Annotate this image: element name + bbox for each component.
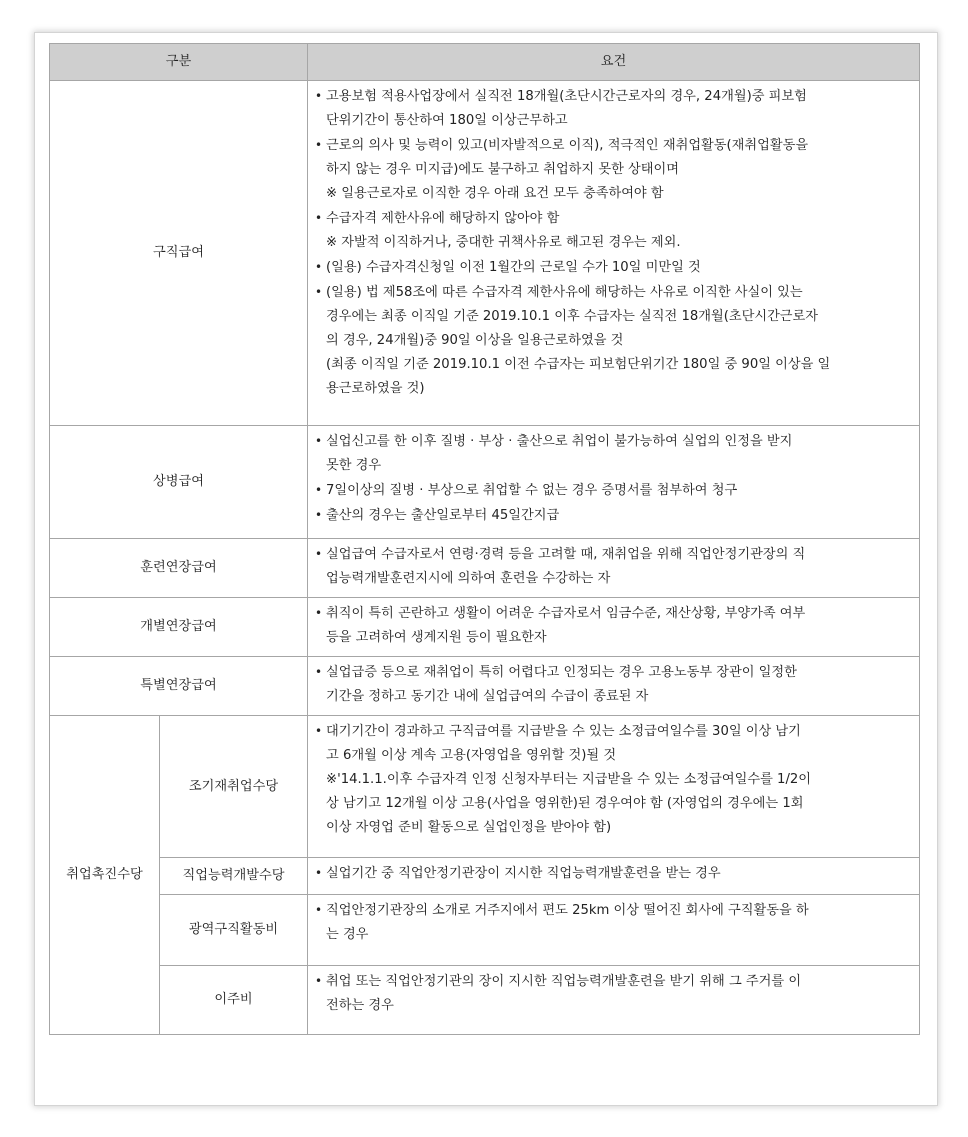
table-row-vocational-training xyxy=(50,858,920,895)
requirements-relocation xyxy=(308,966,920,1035)
row-label-vocational-training: 직업능력개발수당 xyxy=(160,858,308,895)
row-label-early-reemployment: 조기재취업수당 xyxy=(160,716,308,858)
req-line: • 수급자격 제한사유에 해당하지 않아야 함 xyxy=(315,206,911,231)
row-label-individual-extension: 개별연장급여 xyxy=(50,598,308,657)
requirements-special-extension xyxy=(308,657,920,716)
document-frame xyxy=(34,32,938,1106)
requirements-early-reemployment xyxy=(308,716,920,858)
req-line: 상 남기고 12개월 이상 고용(사업을 영위한)된 경우여야 함 (자영업의 경우에는 1회 xyxy=(326,796,804,811)
req-line: 기간을 정하고 동기간 내에 실업급여의 수급이 종료된 자 xyxy=(326,689,649,704)
table-row-early-reemployment xyxy=(50,716,920,858)
req-line: • 고용보험 적용사업장에서 실직전 18개월(초단시간근로자의 경우, 24개월)중 피보험 xyxy=(315,84,911,109)
benefit-requirements-table xyxy=(49,43,920,1035)
req-line: • 7일이상의 질병 · 부상으로 취업할 수 없는 경우 증명서를 첨부하여 청구 xyxy=(315,478,911,503)
table-row-training-extension xyxy=(50,539,920,598)
req-line: 등을 고려하여 생계지원 등이 필요한자 xyxy=(326,630,547,645)
req-line: 전하는 경우 xyxy=(326,998,394,1013)
req-line: • 취업 또는 직업안정기관의 장이 지시한 직업능력개발훈련을 받기 위해 그 주거를 이 xyxy=(315,969,911,994)
header-row xyxy=(50,44,920,81)
requirements-wide-area xyxy=(308,895,920,966)
req-line: • 실업기간 중 직업안정기관장이 지시한 직업능력개발훈련을 받는 경우 xyxy=(315,861,911,886)
req-line: 의 경우, 24개월)중 90일 이상을 일용근로하였을 것 xyxy=(326,333,624,348)
req-line: 하지 않는 경우 미지급)에도 불구하고 취업하지 못한 상태이며 xyxy=(326,162,679,177)
table-row-sickness xyxy=(50,426,920,539)
req-line: • 직업안정기관장의 소개로 거주지에서 편도 25km 이상 떨어진 회사에 구직활동을 하 xyxy=(315,898,911,923)
table-row-individual-extension xyxy=(50,598,920,657)
requirements-sickness xyxy=(308,426,920,539)
table-row-job-seeking xyxy=(50,81,920,426)
req-line: 용근로하였을 것) xyxy=(326,381,425,396)
requirements-job-seeking xyxy=(308,81,920,426)
requirements-individual-extension xyxy=(308,598,920,657)
table-row-wide-area xyxy=(50,895,920,966)
row-label-promotion: 취업촉진수당 xyxy=(50,716,160,1035)
header-category: 구분 xyxy=(50,44,308,81)
req-line: • (일용) 법 제58조에 따른 수급자격 제한사유에 해당하는 사유로 이직한 사실이 있는 xyxy=(315,280,911,305)
req-line: ※ 일용근로자로 이직한 경우 아래 요건 모두 충족하여야 함 xyxy=(326,186,664,201)
req-line: 고 6개월 이상 계속 고용(자영업을 영위할 것)될 것 xyxy=(326,748,617,763)
req-line: • 근로의 의사 및 능력이 있고(비자발적으로 이직), 적극적인 재취업활동(재취업활동을 xyxy=(315,133,911,158)
row-label-wide-area: 광역구직활동비 xyxy=(160,895,308,966)
row-label-training-extension: 훈련연장급여 xyxy=(50,539,308,598)
req-line: • 실업급여 수급자로서 연령·경력 등을 고려할 때, 재취업을 위해 직업안정기관장의 직 xyxy=(315,542,911,567)
header-requirements: 요건 xyxy=(308,44,920,81)
req-line: ※'14.1.1.이후 수급자격 인정 신청자부터는 지급받을 수 있는 소정급여일수를 1/2이 xyxy=(326,772,812,787)
req-line: 경우에는 최종 이직일 기준 2019.10.1 이후 수급자는 실직전 18개월(초단시간근로자 xyxy=(326,309,819,324)
req-line: 는 경우 xyxy=(326,927,369,942)
requirements-vocational-training xyxy=(308,858,920,895)
req-line: 업능력개발훈련지시에 의하여 훈련을 수강하는 자 xyxy=(326,571,611,586)
row-label-relocation: 이주비 xyxy=(160,966,308,1035)
req-line: • (일용) 수급자격신청일 이전 1월간의 근로일 수가 10일 미만일 것 xyxy=(315,255,911,280)
req-line: • 실업신고를 한 이후 질병 · 부상 · 출산으로 취업이 불가능하여 실업의 인정을 받지 xyxy=(315,429,911,454)
req-line: ※ 자발적 이직하거나, 중대한 귀책사유로 해고된 경우는 제외. xyxy=(326,235,681,250)
req-line: 못한 경우 xyxy=(326,458,382,473)
req-line: • 출산의 경우는 출산일로부터 45일간지급 xyxy=(315,503,911,528)
req-line: • 실업급증 등으로 재취업이 특히 어렵다고 인정되는 경우 고용노동부 장관이 일정한 xyxy=(315,660,911,685)
row-label-job-seeking: 구직급여 xyxy=(50,81,308,426)
row-label-sickness: 상병급여 xyxy=(50,426,308,539)
row-label-special-extension: 특별연장급여 xyxy=(50,657,308,716)
requirements-training-extension xyxy=(308,539,920,598)
table-row-relocation xyxy=(50,966,920,1035)
req-line: 단위기간이 통산하여 180일 이상근무하고 xyxy=(326,113,568,128)
req-line: 이상 자영업 준비 활동으로 실업인정을 받아야 함) xyxy=(326,820,612,835)
req-line: • 대기기간이 경과하고 구직급여를 지급받을 수 있는 소정급여일수를 30일 이상 남기 xyxy=(315,719,911,744)
table-row-special-extension xyxy=(50,657,920,716)
req-line: (최종 이직일 기준 2019.10.1 이전 수급자는 피보험단위기간 180일 중 90일 이상을 일 xyxy=(326,357,831,372)
req-line: • 취직이 특히 곤란하고 생활이 어려운 수급자로서 임금수준, 재산상황, 부양가족 여부 xyxy=(315,601,911,626)
